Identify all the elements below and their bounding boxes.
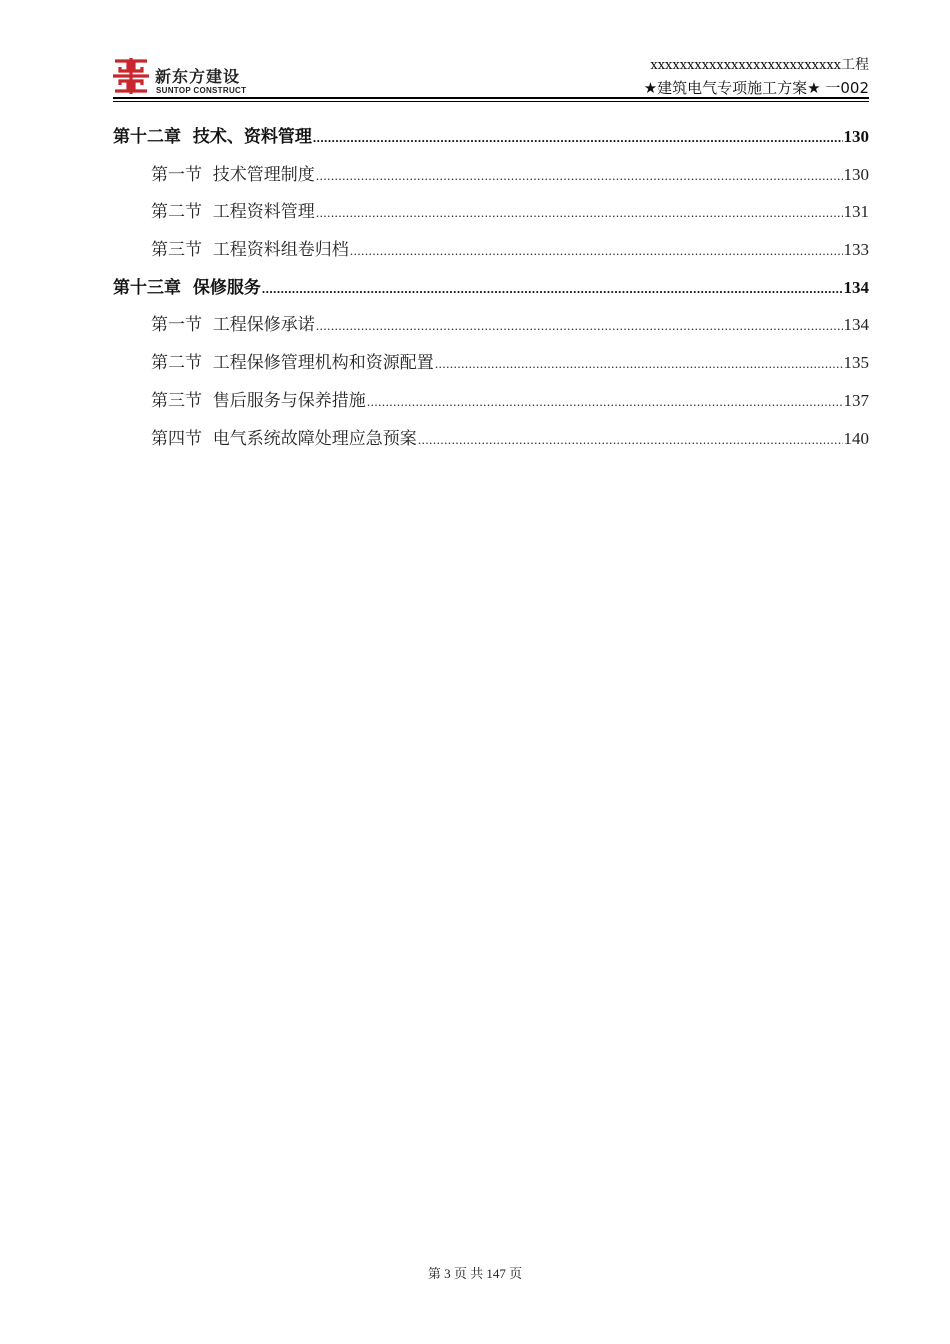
toc-label: 第一节 技术管理制度 [151, 164, 315, 185]
toc-leader [262, 276, 843, 302]
toc-section[interactable] [113, 350, 869, 388]
toc-label: 第二节 工程资料管理 [151, 202, 315, 223]
toc-leader [316, 163, 843, 189]
toc-page-number: 131 [843, 202, 869, 222]
toc-label: 第二节 工程保修管理机构和资源配置 [151, 353, 434, 374]
toc-label: 第一节 工程保修承诺 [151, 315, 315, 336]
toc-section[interactable] [113, 388, 869, 426]
toc-section[interactable] [113, 237, 869, 275]
toc-page-number: 133 [843, 240, 869, 260]
page-header [113, 52, 869, 98]
toc-page-number: 140 [843, 428, 869, 448]
header-rule-thick [113, 97, 869, 99]
toc-label: 第十二章 技术、资料管理 [113, 127, 312, 147]
toc-page-number: 137 [843, 390, 869, 410]
toc-section[interactable] [113, 199, 869, 237]
toc-page-number: 134 [843, 277, 869, 297]
toc-page-number: 135 [843, 353, 869, 373]
toc-section[interactable] [113, 426, 869, 464]
toc-leader [418, 427, 843, 453]
toc-section[interactable] [113, 312, 869, 350]
toc-leader [316, 200, 843, 226]
toc-label: 第三节 售后服务与保养措施 [151, 390, 366, 411]
toc-leader [435, 351, 843, 377]
toc-label: 第四节 电气系统故障处理应急预案 [151, 428, 417, 449]
toc-leader [350, 238, 843, 264]
company-logo [113, 58, 253, 98]
toc-leader [367, 389, 843, 415]
toc-page-number: 130 [843, 127, 869, 146]
toc-leader [316, 313, 843, 339]
logo-english-name: SUNTOP CONSTRUCT [156, 86, 247, 95]
logo-chinese-name: 新东方建设 [155, 67, 241, 86]
toc-leader [313, 125, 843, 151]
toc-section[interactable] [113, 162, 869, 200]
project-placeholder: xxxxxxxxxxxxxxxxxxxxxxxxxx [650, 58, 841, 73]
toc-chapter[interactable] [113, 275, 869, 313]
document-title: ★建筑电气专项施工方案★ 一002 [643, 79, 869, 97]
toc-chapter[interactable] [113, 124, 869, 162]
logo-emblem-icon [113, 58, 149, 94]
toc-page-number: 130 [843, 164, 869, 184]
page-footer: 第 3 页 共 147 页 [427, 1266, 523, 1281]
table-of-contents [113, 124, 869, 463]
project-name [650, 54, 869, 74]
toc-page-number: 134 [843, 315, 869, 335]
toc-label: 第十三章 保修服务 [113, 277, 261, 298]
header-rule-thin [113, 101, 869, 102]
toc-label: 第三节 工程资料组卷归档 [151, 240, 349, 261]
project-suffix: 工程 [841, 57, 869, 73]
